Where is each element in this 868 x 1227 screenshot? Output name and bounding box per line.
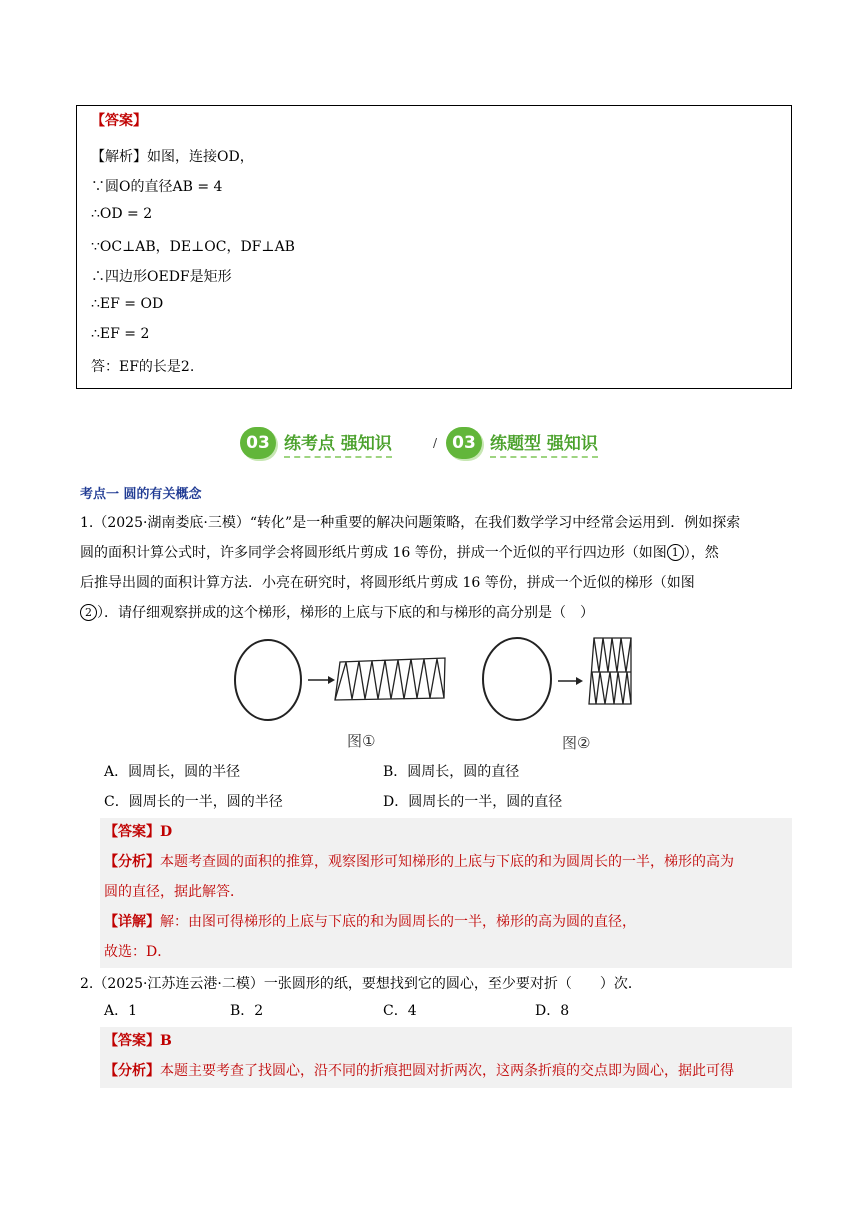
- q2-answer: 【答案】B: [104, 1033, 172, 1049]
- fig2-trapezoid: [589, 638, 631, 704]
- q2-stem: 2.（2025·江苏连云港·二模）一张圆形的纸，要想找到它的圆心，至少要对折（ ）次．: [80, 976, 642, 992]
- q1-line-1: 1.（2025·湖南娄底·三模）“转化”是一种重要的解决问题策略，在我们数学学习中经常会运用到．例如探索: [80, 515, 741, 531]
- banner-left-text: 练考点 强知识: [284, 429, 392, 458]
- solution-line-4: ∵OC⊥AB，DE⊥OC，DF⊥AB: [91, 239, 295, 255]
- q1-line-3: 后推导出圆的面积计算方法．小亮在研究时，将圆形纸片剪成 16 等份，拼成一个近似的梯形（如图: [80, 575, 695, 591]
- figure-2-ref: 2: [80, 604, 97, 621]
- banner-left-number: 03: [240, 427, 276, 459]
- q1-line-2: [80, 538, 792, 568]
- q1-option-b[interactable]: B．圆周长，圆的直径: [383, 764, 520, 780]
- q1-option-d[interactable]: D．圆周长的一半，圆的直径: [383, 794, 563, 810]
- banner-right-text: 练题型 强知识: [490, 429, 598, 458]
- q1-line-2-end: ），然: [683, 545, 719, 561]
- answer-box: [76, 105, 792, 389]
- q1-stem: [80, 508, 792, 628]
- q2-analysis-text-1: 本题主要考查了找圆心，沿不同的折痕把圆对折两次，这两条折痕的交点即为圆心，据此可得: [160, 1063, 734, 1079]
- q1-line-4-text: ）．请仔细观察拼成的这个梯形，梯形的上底与下底的和与梯形的高分别是（ ）: [97, 605, 594, 621]
- q1-option-c[interactable]: C．圆周长的一半，圆的半径: [104, 794, 283, 810]
- solution-line-6: ∴EF = OD: [91, 296, 164, 312]
- q2-option-c[interactable]: C．4: [383, 1003, 417, 1019]
- fig2-circle: [483, 638, 551, 720]
- q1-analysis-text-1: 本题考查圆的面积的推算，观察图形可知梯形的上底与下底的和为圆周长的一半，梯形的高为: [160, 854, 734, 870]
- q1-detail-label: 【详解】: [104, 914, 160, 930]
- figure-1-ref: 1: [667, 544, 684, 561]
- solution-line-5: ∴四边形OEDF是矩形: [91, 269, 232, 285]
- fig1-arrow-head: [328, 676, 335, 684]
- solution-line-3: ∴OD = 2: [91, 206, 153, 222]
- q1-line-4: [80, 598, 792, 628]
- q1-answer: 【答案】D: [104, 824, 173, 840]
- q1-option-a[interactable]: A．圆周长，圆的半径: [104, 764, 241, 780]
- q1-analysis-line-2: 圆的直径，据此解答．: [104, 884, 244, 900]
- answer-label: 【答案】: [91, 113, 147, 129]
- q2-option-b[interactable]: B．2: [230, 1003, 264, 1019]
- section-title: 考点一 圆的有关概念: [80, 487, 202, 502]
- banner-left: [240, 424, 392, 462]
- q2-analysis-label: 【分析】: [104, 1063, 160, 1079]
- fig1-label: 图①: [347, 732, 376, 750]
- q1-line-2-text: 圆的面积计算公式时，许多同学会将圆形纸片剪成 16 等份，拼成一个近似的平行四边形（如图: [80, 545, 667, 561]
- fig2-label: 图②: [562, 734, 591, 752]
- fig2-arrow-head: [576, 677, 583, 685]
- q1-detail-line-2: 故选：D．: [104, 944, 172, 960]
- q1-analysis-line-1: [104, 851, 734, 871]
- section-banner: [240, 424, 640, 466]
- fig1-parallelogram: [335, 658, 445, 700]
- q1-analysis-label: 【分析】: [104, 854, 160, 870]
- banner-divider: /: [433, 436, 438, 450]
- q1-figure: [232, 630, 632, 755]
- q2-option-a[interactable]: A．1: [104, 1003, 138, 1019]
- fig1-circle: [235, 640, 301, 720]
- solution-line-8: 答：EF的长是2.: [91, 359, 195, 375]
- banner-right-number: 03: [446, 427, 482, 459]
- solution-line-7: ∴EF = 2: [91, 326, 150, 342]
- q1-detail-text-1: 解：由图可得梯形的上底与下底的和为圆周长的一半，梯形的高为圆的直径，: [160, 914, 636, 930]
- solution-line-1: 【解析】如图，连接OD，: [91, 149, 254, 165]
- q2-analysis-line-1: [104, 1060, 734, 1080]
- q2-option-d[interactable]: D．8: [535, 1003, 570, 1019]
- q1-detail-line-1: [104, 911, 636, 931]
- banner-right: [446, 424, 598, 462]
- solution-line-2: ∵圆O的直径AB = 4: [91, 179, 223, 195]
